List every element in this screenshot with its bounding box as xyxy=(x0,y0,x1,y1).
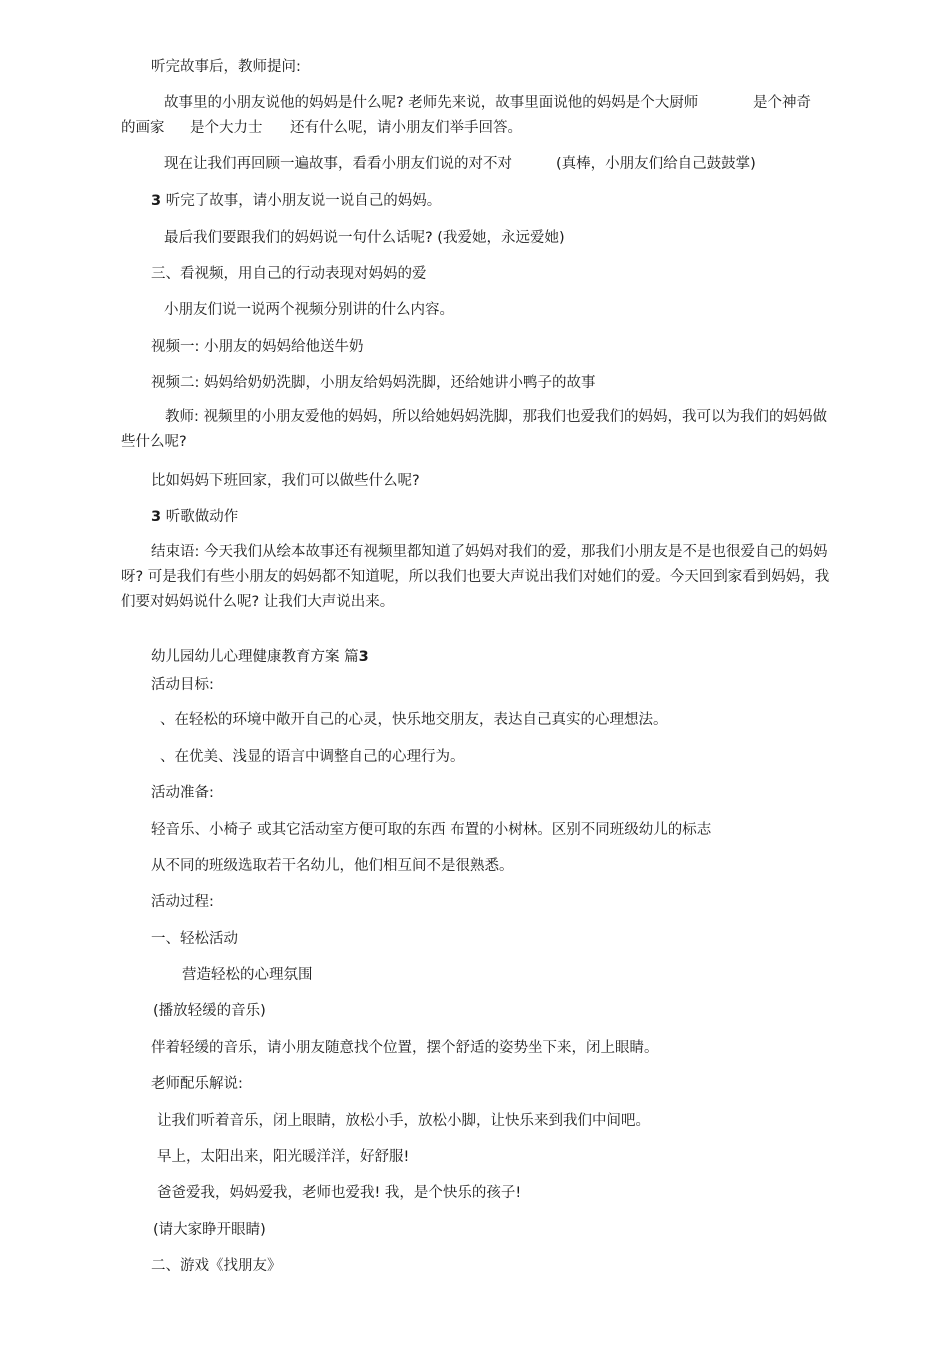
step-number: 3 xyxy=(151,193,162,209)
paragraph: 还有什么呢，请小朋友们举手回答。 xyxy=(290,120,522,136)
paragraph: 爸爸爱我，妈妈爱我，老师也爱我! 我，是个快乐的孩子! xyxy=(157,1185,522,1201)
paragraph: 现在让我们再回顾一遍故事，看看小朋友们说的对不对 xyxy=(164,156,512,172)
paragraph: 活动过程: xyxy=(151,894,214,910)
paragraph: (请大家睁开眼睛) xyxy=(153,1222,266,1238)
paragraph: 最后我们要跟我们的妈妈说一句什么话呢? (我爱她，永远爱她) xyxy=(164,230,565,246)
paragraph: 教师: 视频里的小朋友爱他的妈妈，所以给她妈妈洗脚，那我们也爱我们的妈妈，我可以为我们的妈妈做些什么呢? xyxy=(121,409,827,450)
paragraph: 比如妈妈下班回家，我们可以做些什么呢? xyxy=(151,473,420,489)
paragraph: 营造轻松的心理氛围 xyxy=(182,967,313,983)
paragraph: 视频二: 妈妈给奶奶洗脚，小朋友给妈妈洗脚，还给她讲小鸭子的故事 xyxy=(151,375,596,391)
paragraph: 小朋友们说一说两个视频分别讲的什么内容。 xyxy=(164,302,454,318)
paragraph: 的画家 xyxy=(121,120,165,136)
paragraph: 老师配乐解说: xyxy=(151,1076,243,1092)
paragraph: 结束语: 今天我们从绘本故事还有视频里都知道了妈妈对我们的爱，那我们小朋友是不是也很爱自己的妈妈呀? 可是我们有些小朋友的妈妈都不知道呢，所以我们也要大声说出我们对她们的爱。今天回到家看到妈妈，我们要对妈妈说什么呢? 让我们大声说出来。 xyxy=(121,544,830,610)
section-heading: 二、游戏《找朋友》 xyxy=(151,1258,282,1274)
section-title: 幼儿园幼儿心理健康教育方案 篇3 xyxy=(151,649,369,665)
paragraph: 让我们听着音乐，闭上眼睛，放松小手，放松小脚，让快乐来到我们中间吧。 xyxy=(157,1113,650,1129)
section-number: 3 xyxy=(358,649,369,665)
step-number: 3 xyxy=(151,509,162,525)
paragraph: 听完故事后，教师提问: xyxy=(151,59,301,75)
paragraph: (播放轻缓的音乐) xyxy=(153,1003,266,1019)
paragraph: 视频一: 小朋友的妈妈给他送牛奶 xyxy=(151,339,364,355)
paragraph: 3 听完了故事，请小朋友说一说自己的妈妈。 xyxy=(151,193,442,209)
list-item: 、在优美、浅显的语言中调整自己的心理行为。 xyxy=(160,749,465,765)
paragraph: 是个神奇 xyxy=(753,95,811,111)
section-heading: 三、看视频，用自己的行动表现对妈妈的爱 xyxy=(151,266,427,282)
paragraph: 活动目标: xyxy=(151,677,214,693)
section-heading: 一、轻松活动 xyxy=(151,931,238,947)
paragraph: 轻音乐、小椅子 或其它活动室方便可取的东西 布置的小树林。区别不同班级幼儿的标志 xyxy=(151,822,712,838)
paragraph: 3 听歌做动作 xyxy=(151,509,239,525)
paragraph: 从不同的班级选取若干名幼儿，他们相互间不是很熟悉。 xyxy=(151,858,514,874)
paragraph: 活动准备: xyxy=(151,785,214,801)
list-item: 、在轻松的环境中敞开自己的心灵，快乐地交朋友，表达自己真实的心理想法。 xyxy=(160,712,668,728)
paragraph: 是个大力士 xyxy=(190,120,263,136)
paragraph: 早上，太阳出来，阳光暖洋洋，好舒服! xyxy=(157,1149,410,1165)
paragraph: (真棒，小朋友们给自己鼓鼓掌) xyxy=(556,156,756,172)
paragraph: 故事里的小朋友说他的妈妈是什么呢? 老师先来说，故事里面说他的妈妈是个大厨师 xyxy=(164,95,699,111)
paragraph: 伴着轻缓的音乐，请小朋友随意找个位置，摆个舒适的姿势坐下来，闭上眼睛。 xyxy=(151,1040,659,1056)
